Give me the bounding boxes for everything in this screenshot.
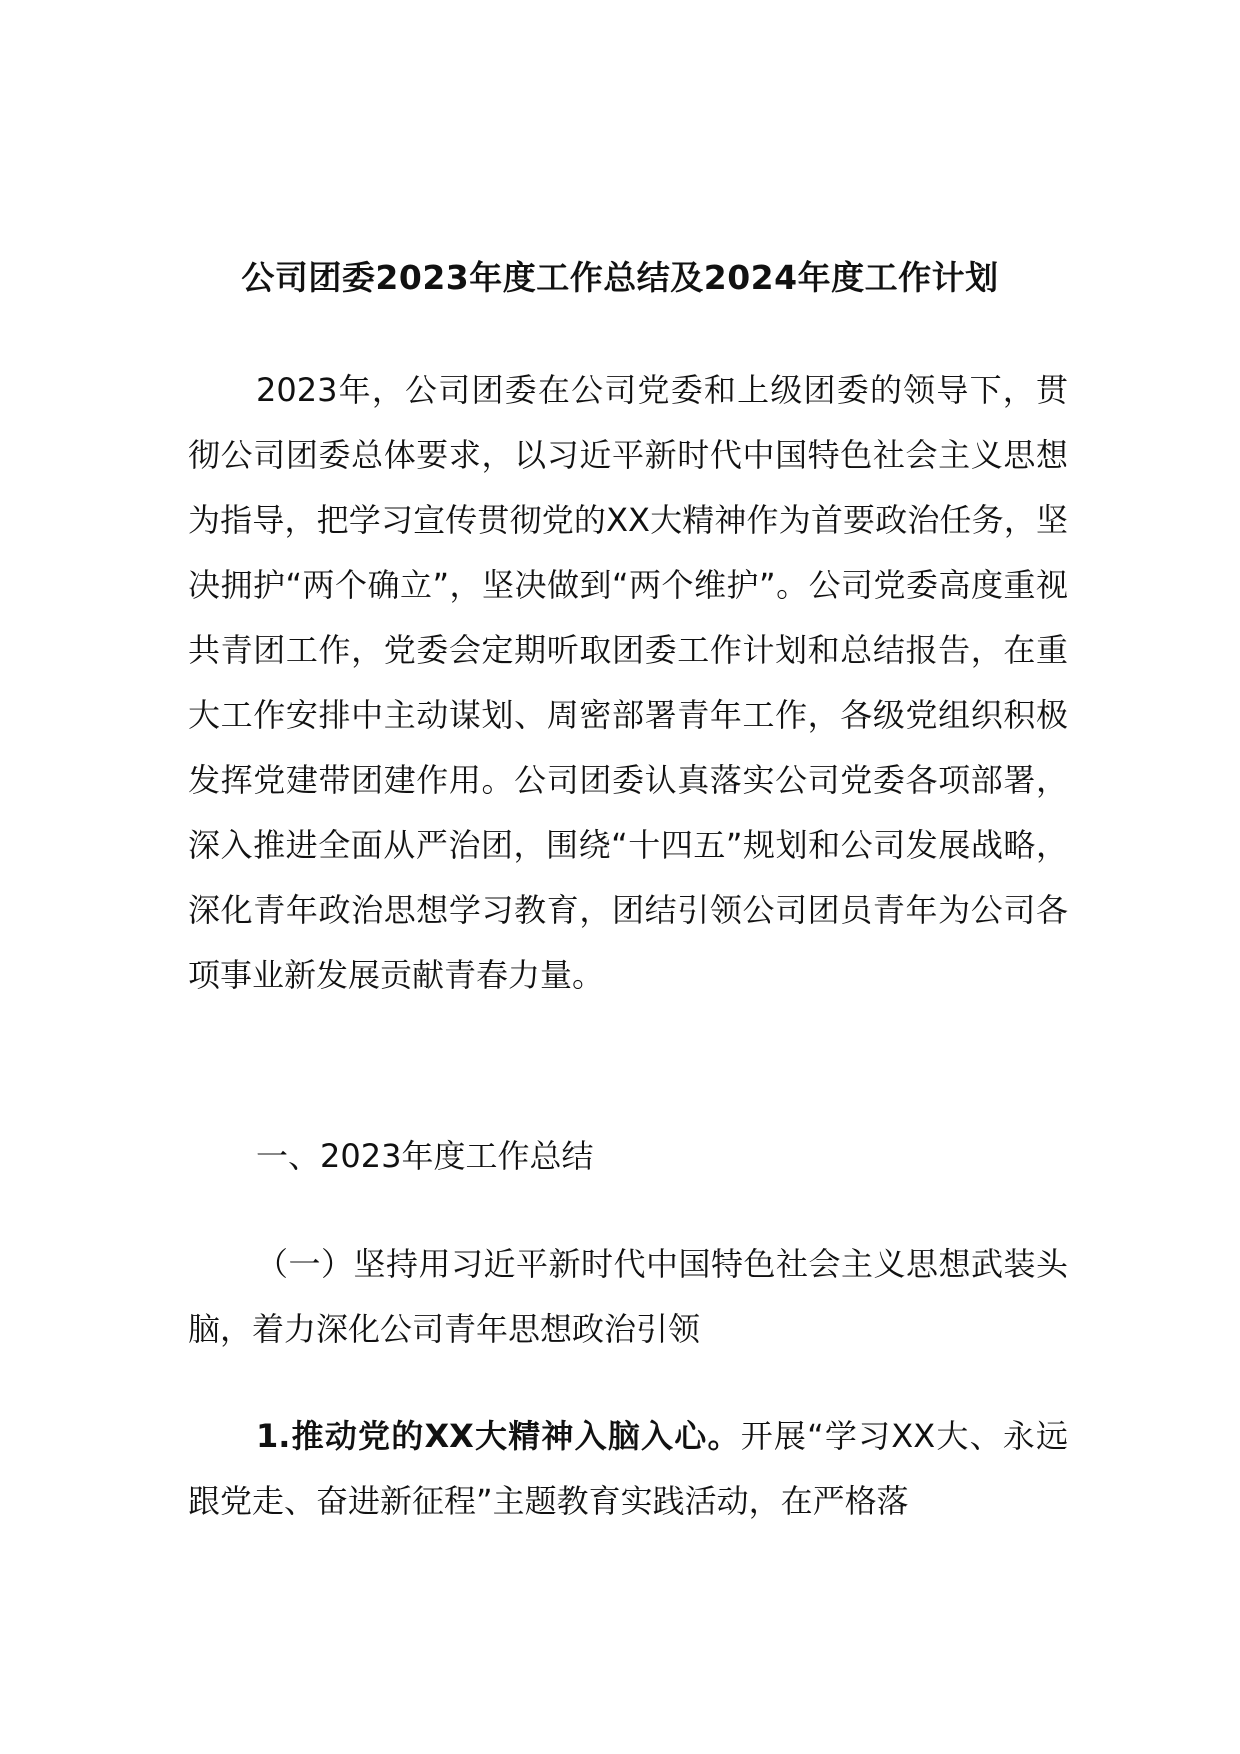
intro-paragraph: 2023年，公司团委在公司党委和上级团委的领导下，贯彻公司团委总体要求，以习近平新时代中国特色社会主义思想为指导，把学习宣传贯彻党的XX大精神作为首要政治任务，坚决拥护“两个确立”，坚决做到“两个维护”。公司党委高度重视共青团工作，党委会定期听取团委工作计划和总结报告，在重大工作安排中主动谋划、周密部署青年工作，各级党组织积极发挥党建带团建作用。公司团委认真落实公司党委各项部署，深入推进全面从严治团，围绕“十四五”规划和公司发展战略，深化青年政治思想学习教育，团结引领公司团员青年为公司各项事业新发展贡献青春力量。 — [188, 371, 1068, 994]
item-paragraph — [188, 1404, 1068, 1534]
item-text: 开展“学习XX大、永远跟党走、奋进新征程”主题教育实践活动，在严格落 — [188, 1417, 1068, 1520]
subsection-heading: （一）坚持用习近平新时代中国特色社会主义思想武装头脑，着力深化公司青年思想政治引领 — [188, 1245, 1068, 1348]
section-heading: 一、2023年度工作总结 — [256, 1137, 594, 1175]
document-title: 公司团委2023年度工作总结及2024年度工作计划 — [241, 258, 999, 297]
item-lead: 1.推动党的XX大精神入脑入心。 — [256, 1417, 741, 1455]
